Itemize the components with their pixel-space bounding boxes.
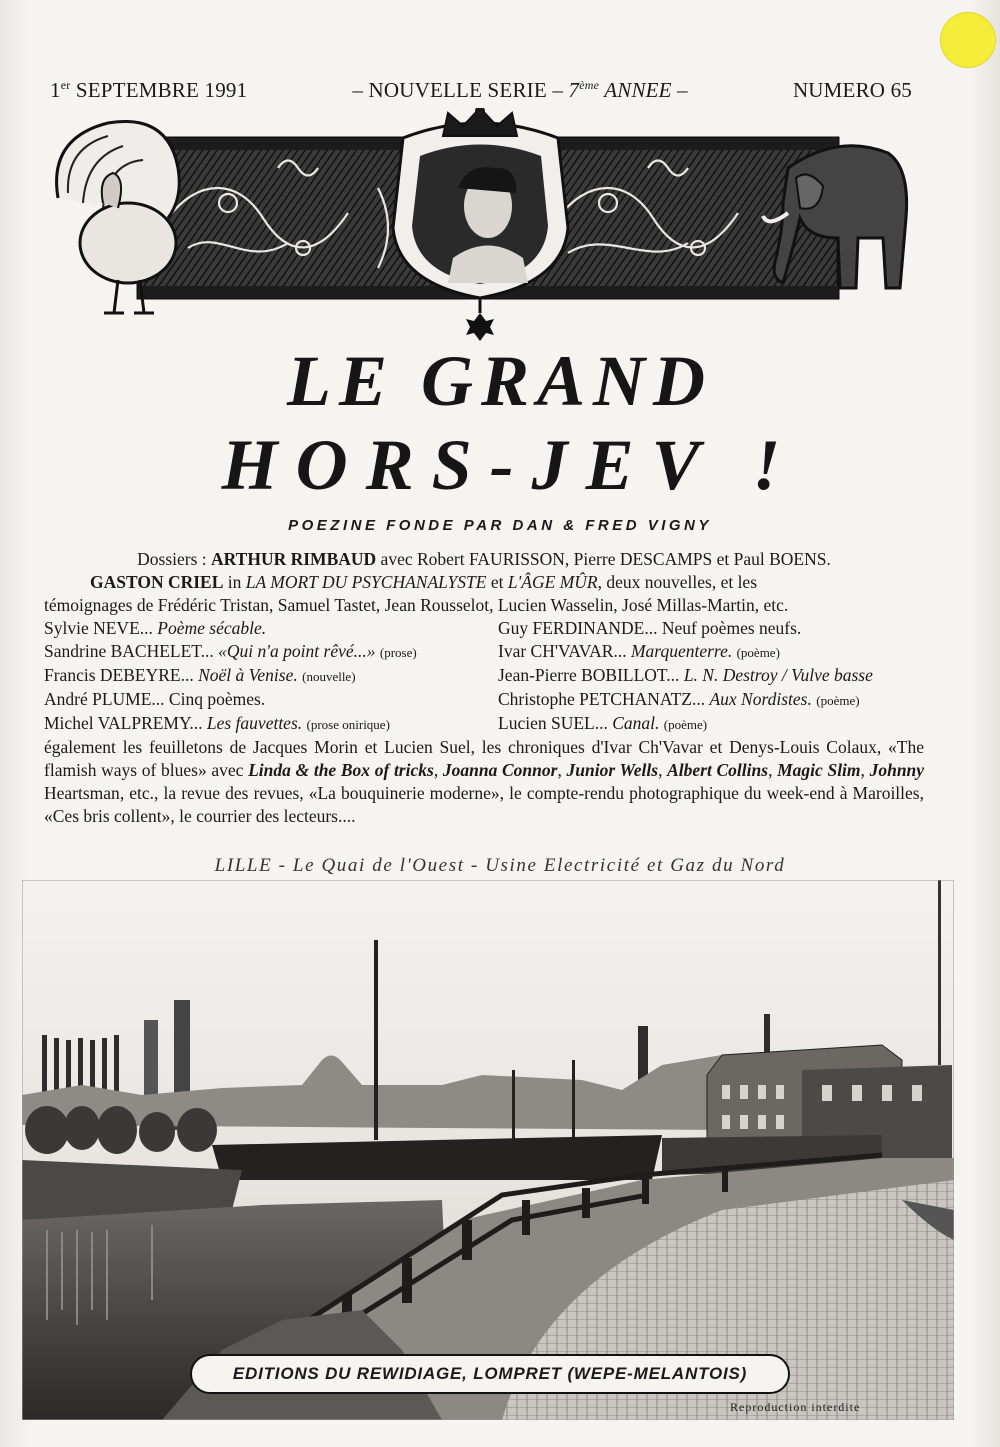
decorative-banner-illustration — [48, 108, 910, 343]
magazine-subtitle: POEZINE FONDE PAR DAN & FRED VIGNY — [288, 517, 712, 534]
photo-caption: LILLE - Le Quai de l'Ouest - Usine Electricité et Gaz du Nord — [214, 855, 786, 876]
magazine-title-line2: HORS-JEV ! — [221, 425, 799, 505]
list-item: Sylvie NEVE... Poème sécable. — [44, 618, 267, 638]
list-item: Jean-Pierre BOBILLOT... L. N. Destroy / Vulve basse — [498, 665, 873, 685]
reproduction-notice: Reproduction interdite — [730, 1400, 861, 1414]
list-item: Ivar CH'VAVAR... Marquenterre. (poème) — [498, 641, 780, 661]
list-item: Lucien SUEL... Canal. (poème) — [498, 713, 708, 733]
issue-date: 1er SEPTEMBRE 1991 — [50, 78, 248, 102]
list-item: Michel VALPREMY... Les fauvettes. (prose onirique) — [44, 713, 390, 733]
magazine-title-line1: LE GRAND — [286, 341, 714, 421]
list-item: Guy FERDINANDE... Neuf poèmes neufs. — [498, 618, 802, 638]
issue-number: NUMERO 65 — [792, 78, 912, 102]
dossier-rimbaud: Dossiers : ARTHUR RIMBAUD avec Robert FAURISSON, Pierre DESCAMPS et Paul BOENS. — [137, 549, 831, 569]
list-item: Christophe PETCHANATZ... Aux Nordistes. (poème) — [498, 689, 860, 709]
contents-block — [44, 548, 924, 828]
contributors-list — [44, 617, 924, 736]
canal-quay-photo — [22, 880, 954, 1420]
issue-header — [50, 78, 912, 103]
list-item: André PLUME... Cinq poèmes. — [44, 689, 266, 709]
publisher-banner: EDITIONS DU REWIDIAGE, LOMPRET (WEPE-MELANTOIS) — [190, 1354, 790, 1394]
dossier-criel: GASTON CRIEL in LA MORT DU PSYCHANALYSTE et L'ÂGE MÛR, deux nouvelles, et les — [90, 572, 758, 592]
crown-icon — [443, 108, 517, 136]
also-in-issue: également les feuilletons de Jacques Morin et Lucien Suel, les chroniques d'Ivar Ch'Vavar et Denys-Louis Colaux, «The flamish ways of blues» avec Linda & the Box of tricks, Joanna Connor, Junior Wells, Albert Collins, Magic Slim, Johnny Heartsman, etc., la revue des revues, «La bouquinerie moderne», le compte-rendu photographique du week-end à Maroilles, «Ces bris collent», le courrier des lecteurs.... — [44, 737, 925, 826]
list-item: Sandrine BACHELET... «Qui n'a point rêvé...» (prose) — [44, 641, 417, 661]
cross-medal-icon — [466, 298, 494, 341]
dossier-temoignages: témoignages de Frédéric Tristan, Samuel Tastet, Jean Rousselot, Lucien Wasselin, José Millas-Martin, etc. — [44, 595, 789, 615]
list-item: Francis DEBEYRE... Noël à Venise. (nouvelle) — [44, 665, 356, 685]
issue-series: – NOUVELLE SERIE – 7ème ANNEE – — [352, 78, 688, 102]
yellow-sticker-dot — [940, 12, 996, 68]
